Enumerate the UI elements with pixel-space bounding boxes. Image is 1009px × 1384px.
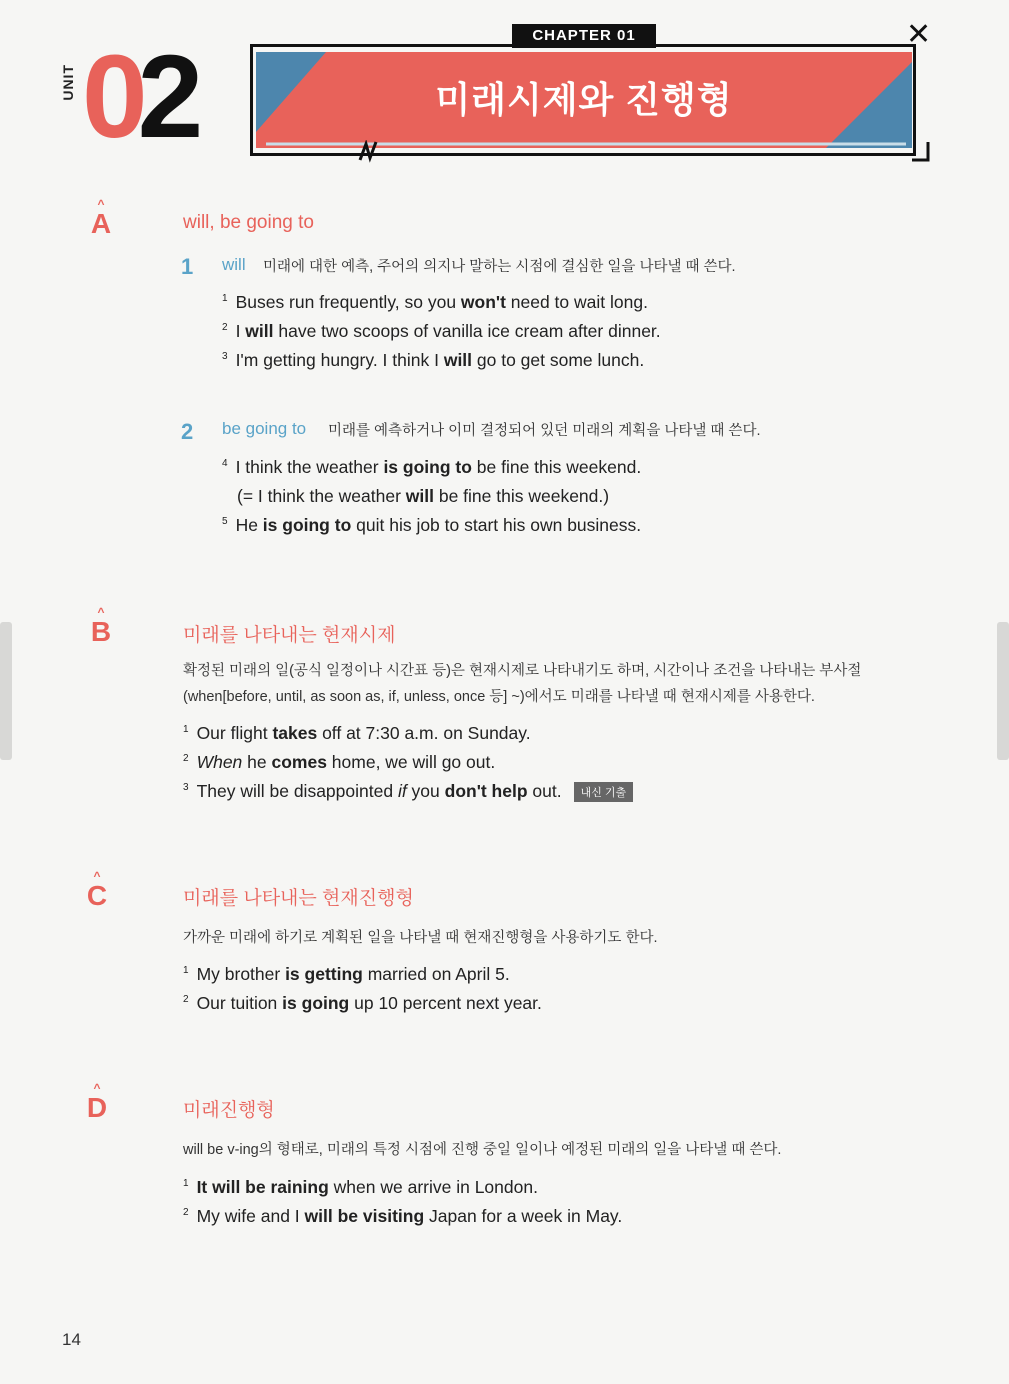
example-sentence: $^1$ My brother is getting married on April 5.: [183, 964, 510, 984]
wifi-mark-icon: ^: [97, 197, 105, 211]
section-b-title: 미래를 나타내는 현재시제: [183, 625, 396, 646]
point-1-number: 1: [181, 254, 194, 279]
wifi-mark-icon: ^: [93, 869, 101, 883]
unit-number: [82, 31, 194, 163]
wifi-mark-icon: ^: [97, 605, 105, 619]
example-sentence: (= I think the weather will be fine this weekend.): [237, 486, 610, 506]
page-edge-right: [997, 622, 1009, 760]
section-d-letter: ^ D: [82, 1084, 112, 1124]
unit-label: UNIT: [60, 64, 76, 101]
page-number: 14: [62, 1330, 81, 1349]
section-d-title: 미래진행형: [183, 1100, 275, 1121]
close-icon[interactable]: ✕: [906, 18, 932, 51]
section-a-title: will, be going to: [183, 212, 314, 233]
example-sentence: $^2$ Our tuition is going up 10 percent next year.: [183, 993, 542, 1013]
example-sentence: $^1$ It will be raining when we arrive in London.: [183, 1177, 538, 1197]
zigzag-icon: [358, 140, 382, 164]
point-1-description: 미래에 대한 예측, 주어의 의지나 말하는 시점에 결심한 일을 나타낼 때 쓴다.: [263, 259, 736, 275]
point-2-description: 미래를 예측하거나 이미 결정되어 있던 미래의 계획을 나타낼 때 쓴다.: [328, 423, 761, 439]
example-sentence: $^5$ He is going to quit his job to start his own business.: [222, 515, 642, 535]
section-b-description-line1: 확정된 미래의 일(공식 일정이나 시간표 등)은 현재시제로 나타내기도 하며, 시간이나 조건을 나타내는 부사절: [183, 663, 862, 679]
example-sentence: $^2$ I will have two scoops of vanilla ice cream after dinner.: [222, 321, 661, 341]
chapter-label: CHAPTER 01: [512, 24, 656, 48]
section-c-letter: ^ C: [82, 872, 112, 912]
corner-bracket-icon: [910, 140, 932, 164]
section-d-description: will be v-ing의 형태로, 미래의 특정 시점에 진행 중일 일이나 예정된 미래의 일을 나타낼 때 쓴다.: [183, 1142, 782, 1158]
point-2-keyword: be going to: [222, 419, 307, 438]
section-b-letter: ^ B: [86, 608, 116, 648]
point-2-number: 2: [181, 419, 194, 444]
example-sentence: $^2$ My wife and I will be visiting Japan for a week in May.: [183, 1206, 623, 1226]
unit-digit-two: 2: [137, 31, 194, 163]
example-sentence: $^3$ I'm getting hungry. I think I will go to get some lunch.: [222, 350, 645, 370]
point-1-keyword: will: [222, 255, 246, 274]
wifi-mark-icon: ^: [93, 1081, 101, 1095]
section-c-description: 가까운 미래에 하기로 계획된 일을 나타낼 때 현재진행형을 사용하기도 한다.: [183, 930, 658, 946]
example-sentence: $^1$ Buses run frequently, so you won't need to wait long.: [222, 292, 648, 312]
example-sentence: $^1$ Our flight takes off at 7:30 a.m. on Sunday.: [183, 723, 531, 743]
unit-digit-zero: 0: [82, 31, 138, 163]
page-title: 미래시제와 진행형: [435, 79, 733, 120]
section-a-letter: ^ A: [86, 200, 116, 240]
page-edge-left: [0, 622, 12, 760]
example-sentence: $^4$ I think the weather is going to be fine this weekend.: [222, 457, 642, 477]
example-sentence: $^3$ They will be disappointed if you don't help out. 내신 기출: [183, 781, 633, 802]
section-c-title: 미래를 나타내는 현재진행형: [183, 888, 414, 909]
section-b-description-line2: (when[before, until, as soon as, if, unless, once 등] ~)에서도 미래를 나타낼 때 현재시제를 사용한다.: [183, 689, 815, 705]
example-sentence: $^2$ When he comes home, we will go out.: [183, 752, 496, 772]
exam-badge: 내신 기출: [574, 782, 634, 802]
